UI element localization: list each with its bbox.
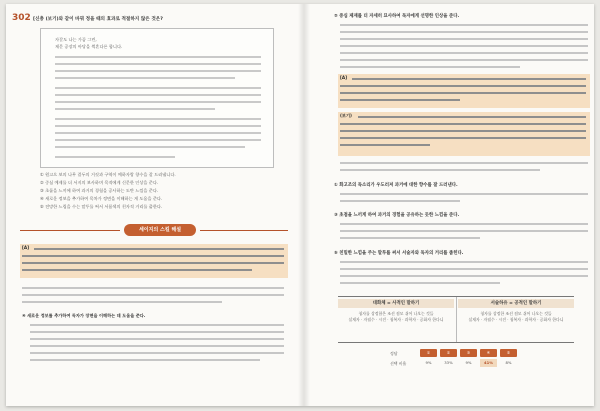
choice-4[interactable]: ④ 새로운 정보을 추가하여 목차가 정면을 이해하는 게 도움을 준다. — [40, 196, 163, 201]
left-page — [6, 4, 298, 406]
explanation-item-1: ① 화고조의 독소리가 우도러져 과거에 대한 향수를 잘 드러낸다. — [334, 183, 458, 188]
passage-text-line — [55, 94, 261, 96]
explanation-line — [340, 92, 586, 94]
choice-1[interactable]: ① 원고으 보의 나무 결두의 거짓과 구역이 예하자랑 향수을 잘 드러냅니다. — [40, 172, 176, 177]
explanation-item-2: ② 중심 제재를 더 자세히 묘사하여 독자에게 선명한 인상을 준다. — [334, 14, 460, 19]
explanation-line — [22, 262, 284, 264]
stats-header: ⑤ — [500, 349, 517, 357]
banner-rule-right — [200, 230, 288, 231]
explanation-line — [34, 248, 284, 250]
stats-header: ③ — [460, 349, 477, 357]
body-line — [22, 301, 222, 303]
passage-text-line — [55, 70, 261, 72]
stats-label-answer: 정답 — [390, 351, 398, 356]
question-number: 302 — [12, 13, 31, 23]
stats-header: ② — [440, 349, 457, 357]
bracket-label: [A] — [22, 245, 30, 250]
passage-text-line — [55, 87, 261, 89]
explanation-line — [22, 269, 252, 271]
body-line — [340, 275, 588, 277]
explanation-line — [22, 255, 284, 257]
stats-header: ④ — [480, 349, 497, 357]
explanation-line — [358, 116, 586, 118]
body-line — [30, 331, 284, 333]
body-line — [340, 59, 588, 61]
passage-text-line — [55, 146, 245, 148]
passage-box — [40, 28, 274, 168]
body-line — [340, 66, 520, 68]
body-line — [30, 352, 284, 354]
stats-value: 9% — [425, 360, 432, 365]
body-line — [340, 45, 588, 47]
bracket-b-label: (보기) — [340, 113, 352, 118]
choice-5[interactable]: ⑤ 전망한 느림을 수는 말투를 써서 서품색의 친자적 거리를 줍한다. — [40, 204, 163, 209]
passage-text-line — [55, 118, 261, 120]
body-line — [340, 52, 588, 54]
passage-text-line — [55, 77, 235, 79]
table-cell-line: 실재자 · 자필수 · 시진 · 청복자 · 과학자 · 공화자 한다니 — [468, 317, 564, 322]
explanation-line — [340, 99, 460, 101]
explanation-line — [340, 130, 586, 132]
body-line — [30, 338, 284, 340]
body-line — [340, 200, 460, 202]
body-line — [340, 38, 588, 40]
table-cell-right — [458, 311, 574, 323]
explanation-item-3: ③ 초점을 느끼게 하여 과거의 경험을 공유하는 듯한 느낌을 준다. — [334, 213, 460, 218]
passage-text-line — [55, 108, 215, 110]
highlight-block — [338, 112, 590, 156]
table-cell-left — [338, 311, 454, 323]
passage-text-line — [55, 156, 175, 158]
explanation-line — [340, 123, 586, 125]
body-line — [340, 237, 480, 239]
bracket-a-label: [A] — [340, 75, 348, 80]
table-header-left: 대화체 = 사적인 말하기 — [338, 299, 454, 308]
circle-four-heading: ④ 새로운 정보를 추가하여 독자가 장면을 이해하는 데 도움을 준다. — [22, 313, 146, 318]
body-line — [340, 230, 588, 232]
banner-rule-left — [20, 230, 120, 231]
comparison-table — [338, 296, 574, 343]
stats-value: 9% — [465, 360, 472, 365]
body-line — [340, 193, 588, 195]
table-cell-line: 청자를 상정함은 조선 점모 쉬어 나오는 것들 — [358, 311, 434, 316]
question-prompt: [신충 (보기)와 같이 바꿔 정을 때의 효과로 적절하지 않은 것은? — [33, 17, 163, 22]
body-line — [30, 359, 260, 361]
textbook-spread — [6, 4, 594, 406]
body-line — [30, 324, 284, 326]
passage-text-line — [55, 139, 261, 141]
poem-line-1: 자갈도 나는 가끔 그린, — [55, 37, 97, 42]
body-line — [340, 268, 588, 270]
stats-label-ratio: 선택 비율 — [390, 361, 407, 366]
body-line — [30, 345, 284, 347]
table-cell-line: 청자를 상정한 조선 점모 쉬어 나오는 것들 — [480, 311, 552, 316]
stats-header: ① — [420, 349, 437, 357]
table-divider — [456, 297, 457, 342]
page-gutter — [298, 4, 310, 406]
table-header-right: 서술하유 = 공적인 말하기 — [458, 299, 574, 308]
section-banner: 세이지의 스킬 해설 — [124, 224, 196, 236]
explanation-item-5: ⑤ 친밀한 느낌을 주는 말투를 써서 서술자와 독자의 거리를 좁힌다. — [334, 251, 464, 256]
explanation-line — [340, 144, 430, 146]
passage-text-line — [55, 101, 261, 103]
choice-2[interactable]: ② 중심 예제를 더 서지의 보사하며 목적에게 신문한 인상을 준다. — [40, 180, 159, 185]
table-cell-line: 실재자 · 자필수 · 시진 · 청복자 · 과학자 · 공화자 한다니 — [348, 317, 444, 322]
body-line — [340, 162, 588, 164]
body-line — [22, 287, 284, 289]
explanation-line — [352, 78, 586, 80]
passage-text-line — [55, 63, 261, 65]
body-line — [340, 282, 500, 284]
stats-value-answer: 41% — [480, 359, 497, 367]
passage-text-line — [55, 132, 261, 134]
body-line — [340, 261, 588, 263]
body-line — [340, 24, 588, 26]
poem-line-2: 제문 공장의 아당을 썩혼다른 합니다. — [55, 44, 123, 49]
answer-stats — [390, 349, 560, 377]
explanation-line — [340, 85, 586, 87]
body-line — [340, 31, 588, 33]
passage-text-line — [55, 56, 261, 58]
stats-value: 8% — [505, 360, 512, 365]
explanation-line — [340, 137, 586, 139]
choice-3[interactable]: ③ 초룹을 느끼에 하여 과거의 경험을 공사하는 도반 느낌을 준다. — [40, 188, 159, 193]
right-page — [310, 4, 594, 406]
body-line — [22, 294, 284, 296]
body-line — [340, 223, 588, 225]
stats-value: 33% — [444, 360, 453, 365]
body-line — [340, 169, 540, 171]
passage-text-line — [55, 125, 261, 127]
